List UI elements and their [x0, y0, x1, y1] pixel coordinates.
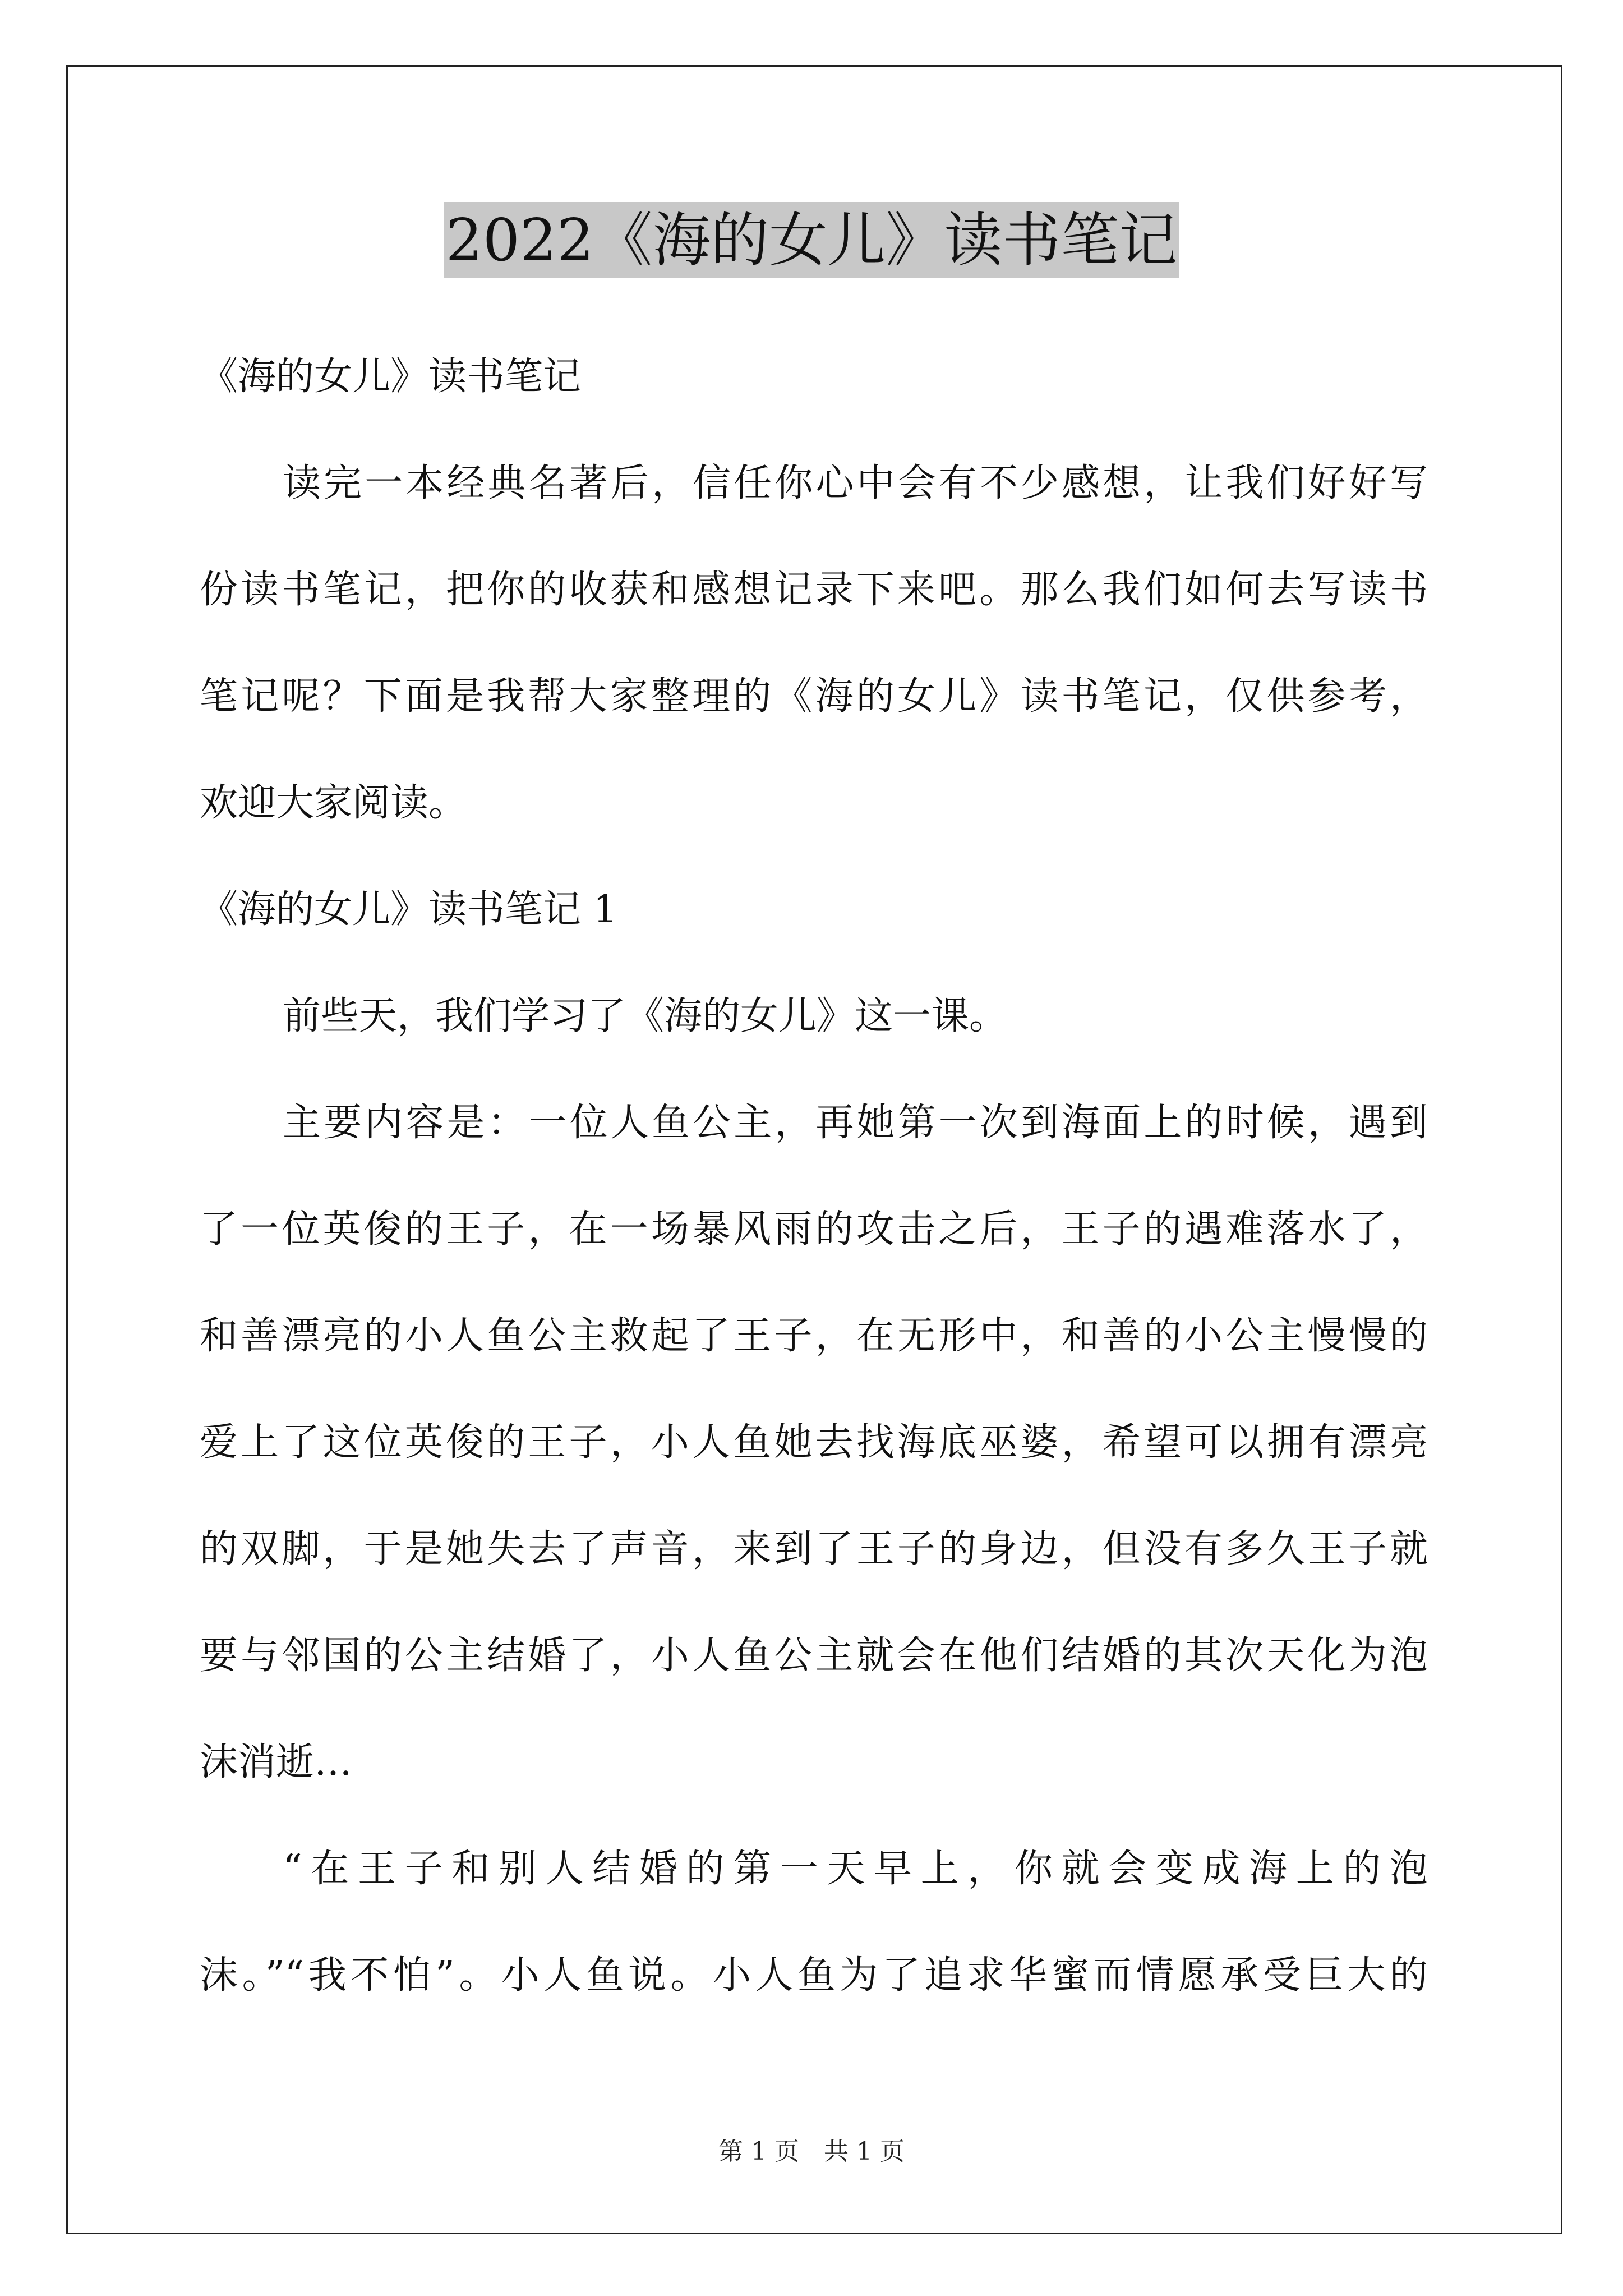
paragraph-line: 要与邻国的公主结婚了，小人鱼公主就会在他们结婚的其次天化为泡 — [200, 1634, 1428, 1678]
section-heading: 《海的女儿》读书笔记 1 — [200, 887, 617, 932]
intro-line: 欢迎大家阅读。 — [200, 781, 467, 825]
document-title: 2022《海的女儿》读书笔记 — [444, 202, 1180, 278]
paragraph-line: 和善漂亮的小人鱼公主救起了王子，在无形中，和善的小公主慢慢的 — [200, 1314, 1428, 1358]
paragraph-line: 前些天，我们学习了《海的女儿》这一课。 — [283, 994, 1008, 1038]
paragraph-line: 沫消逝… — [200, 1740, 353, 1784]
intro-line: 份读书笔记，把你的收获和感想记录下来吧。那么我们如何去写读书 — [200, 568, 1428, 612]
paragraph-line: “在王子和别人结婚的第一天早上，你就会变成海上的泡 — [283, 1847, 1428, 1891]
document-subtitle: 《海的女儿》读书笔记 — [200, 355, 582, 399]
paragraph-line: 的双脚，于是她失去了声音，来到了王子的身边，但没有多久王子就 — [200, 1527, 1428, 1571]
paragraph-line: 爱上了这位英俊的王子，小人鱼她去找海底巫婆，希望可以拥有漂亮 — [200, 1420, 1428, 1465]
paragraph-line: 主要内容是：一位人鱼公主，再她第一次到海面上的时候，遇到 — [283, 1101, 1428, 1145]
paragraph-line: 了一位英俊的王子，在一场暴风雨的攻击之后，王子的遇难落水了， — [200, 1207, 1428, 1251]
intro-line: 读完一本经典名著后，信任你心中会有不少感想，让我们好好写 — [283, 461, 1428, 505]
intro-line: 笔记呢？下面是我帮大家整理的《海的女儿》读书笔记，仅供参考， — [200, 674, 1428, 719]
title-container — [0, 202, 1623, 278]
page-footer: 第 1 页 共 1 页 — [718, 2137, 905, 2166]
paragraph-line: 沫。”“我不怕”。小人鱼说。小人鱼为了追求华蜜而情愿承受巨大的 — [200, 1953, 1428, 1998]
